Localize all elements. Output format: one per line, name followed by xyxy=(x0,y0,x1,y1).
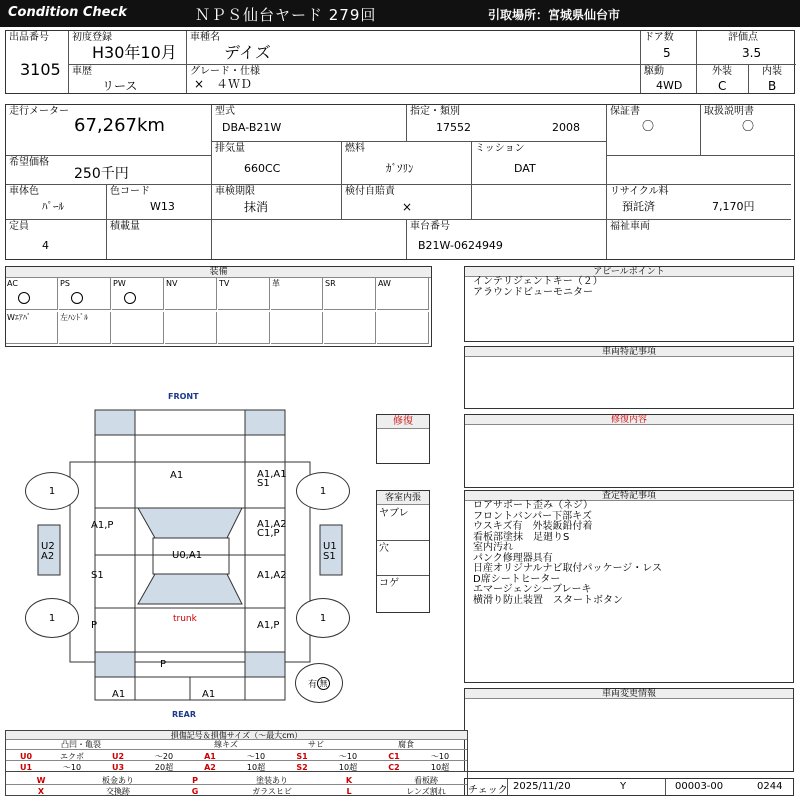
repair-contents-panel xyxy=(464,414,794,488)
model-value: DBA-B21W xyxy=(222,121,282,134)
color-label: 車体色 xyxy=(9,186,39,197)
capacity-label: 定員 xyxy=(9,221,29,232)
special-notes-title: 車両特記事項 xyxy=(465,347,793,357)
int-value: B xyxy=(768,79,777,93)
designation-label: 指定・類別 xyxy=(410,106,460,117)
drive-value: 4WD xyxy=(656,79,683,92)
inspection-value: 抹消 xyxy=(244,200,269,214)
legend-cell: A2 xyxy=(204,763,216,772)
legend-cell: U1 xyxy=(19,763,33,772)
desired-price-value: 250千円 xyxy=(74,166,129,182)
legend-cell: 10超 xyxy=(246,763,266,772)
front-right-fender-damage: A1,A1 S1 xyxy=(257,469,287,489)
appeal-line: アラウンドビューモニター xyxy=(473,286,593,298)
tire-front-right: 1 xyxy=(296,472,350,510)
equipment-label: NV xyxy=(166,279,178,288)
equipment-panel xyxy=(5,266,432,347)
header-right: 引取場所：宮城県仙台市 xyxy=(488,8,621,22)
legend-cell: W xyxy=(36,776,46,785)
inspection-note-line: D席シートヒーター xyxy=(473,573,561,585)
equipment-cell xyxy=(59,312,111,344)
legend-cell: U0 xyxy=(19,752,33,761)
inspection-notes-lines xyxy=(465,501,793,606)
legend-cell: ガラスヒビ xyxy=(252,787,292,796)
doors-label: ドア数 xyxy=(644,32,674,43)
legend-cell: ～20 xyxy=(154,752,174,761)
legend-group-1: 凸凹・亀裂 xyxy=(61,740,101,749)
first-reg-value: H30年10月 xyxy=(92,43,177,62)
welfare-label: 福祉車両 xyxy=(610,221,650,232)
equipment-label: PW xyxy=(113,279,126,288)
spare-prefix: 有 xyxy=(307,679,317,690)
special-notes-panel xyxy=(464,346,794,409)
doors-value: 5 xyxy=(663,46,671,60)
mission-label: ミッション xyxy=(475,143,525,154)
equipment-cell xyxy=(271,312,323,344)
legend-cell: U2 xyxy=(111,752,125,761)
rear-left-door-damage: S1 xyxy=(91,570,104,581)
ext-label: 外装 xyxy=(712,66,732,77)
recycle-status: 預託済 xyxy=(622,200,655,213)
legend-cell: X xyxy=(37,787,45,796)
legend-cell: L xyxy=(346,787,352,796)
roof-damage: U0,A1 xyxy=(172,550,203,561)
check-label: チェック xyxy=(468,785,508,796)
front-right-door-damage: A1,A2 C1,P xyxy=(257,519,287,539)
appeal-title: アピールポイント xyxy=(465,267,793,277)
equipment-mark-icon xyxy=(18,292,30,304)
name-label: 車種名 xyxy=(190,32,220,43)
inspection-note-line: 看板部塗抹 足廻りS xyxy=(473,531,570,543)
load-label: 積載量 xyxy=(110,221,140,232)
header-left: Condition Check xyxy=(8,5,127,20)
legend-title: 損傷記号＆損傷サイズ（～最大cm） xyxy=(6,731,467,740)
legend-cell: C1 xyxy=(388,752,400,761)
appeal-panel xyxy=(464,266,794,342)
equipment-label: Wｴｱﾊﾞ xyxy=(7,313,31,322)
model-label: 型式 xyxy=(215,106,235,117)
spare-tire xyxy=(295,663,343,703)
legend-cell: 看板跡 xyxy=(414,776,438,785)
inspection-note-line: 室内汚れ xyxy=(473,542,513,553)
legend-cell: G xyxy=(191,787,199,796)
front-left-door-damage: A1,P xyxy=(91,520,114,531)
equipment-cell xyxy=(112,312,164,344)
capacity-value: 4 xyxy=(42,239,49,252)
equipment-label: 革 xyxy=(272,279,280,288)
cabin-box xyxy=(376,490,430,613)
rear-right-door-damage: A1,A2 xyxy=(257,570,287,581)
color-code-value: W13 xyxy=(150,200,175,213)
rear-label: REAR xyxy=(172,710,196,719)
legend-cell: C2 xyxy=(388,763,400,772)
check-number: 0244 xyxy=(757,781,783,792)
equipment-cell xyxy=(377,312,429,344)
legend-cell: 10超 xyxy=(338,763,358,772)
inspection-note-line: エマージェンシーブレーキ xyxy=(473,584,592,595)
liability-value: × xyxy=(402,200,413,214)
legend-cell: ～10 xyxy=(430,752,450,761)
legend-cell: 10超 xyxy=(430,763,450,772)
repair-history-box xyxy=(376,414,430,464)
trunk-label: trunk xyxy=(173,614,197,624)
legend-cell: A1 xyxy=(204,752,216,761)
car-diagram xyxy=(20,390,360,720)
manual-value: 〇 xyxy=(742,119,755,133)
equipment-cell xyxy=(218,278,270,310)
cabin-row-3: コゲ xyxy=(379,578,399,589)
equipment-grid xyxy=(6,278,431,346)
appeal-lines xyxy=(465,277,793,298)
legend-group-3: サビ xyxy=(308,740,324,749)
grade-label: グレード・仕様 xyxy=(190,66,260,77)
legend-key-row-2 xyxy=(6,786,467,796)
legend-cell: S1 xyxy=(296,752,308,761)
ext-value: C xyxy=(718,79,727,93)
equipment-cell xyxy=(324,278,376,310)
int-label: 内装 xyxy=(762,66,782,77)
repair-contents-title: 修復内容 xyxy=(465,415,793,425)
mileage-value: 67,267km xyxy=(74,115,165,136)
equipment-label: TV xyxy=(219,279,230,288)
equipment-mark-icon xyxy=(71,292,83,304)
legend-cell: 交換跡 xyxy=(106,787,130,796)
fuel-label: 燃料 xyxy=(345,143,365,154)
class-number: 2008 xyxy=(552,121,580,134)
inspection-note-line: ウスキズ有 外装鈑鉛付着 xyxy=(473,521,593,532)
legend-group-2: 線キズ xyxy=(214,740,238,749)
right-side-damage: U1 S1 xyxy=(323,541,337,562)
left-side-damage: U2 A2 xyxy=(41,541,55,562)
displacement-label: 排気量 xyxy=(215,143,245,154)
repair-history-title: 修復 xyxy=(377,415,429,429)
inspection-note-line: パンク修理器具有 xyxy=(473,552,553,564)
color-value: ﾊﾟｰﾙ xyxy=(42,200,64,213)
equipment-cell xyxy=(6,312,58,344)
header-center: ＮＰＳ仙台ヤード 279回 xyxy=(195,6,377,24)
warranty-value: 〇 xyxy=(642,119,655,133)
recycle-fee: 7,170円 xyxy=(712,200,755,213)
grade-value: × ４ＷＤ xyxy=(194,77,253,91)
check-mark: Y xyxy=(620,781,627,792)
legend-groups xyxy=(6,740,467,750)
legend-cell: ～10 xyxy=(246,752,266,761)
legend-group-4: 腐食 xyxy=(398,740,414,749)
damage-legend xyxy=(5,730,468,796)
designation-value: 17552 xyxy=(436,121,471,134)
header-bar xyxy=(0,0,800,27)
change-info-panel xyxy=(464,688,794,772)
inspection-note-line: ロアサポート歪み（ネジ） xyxy=(473,500,593,511)
legend-cell: 板金あり xyxy=(102,776,134,785)
equipment-label: AC xyxy=(7,279,18,288)
appeal-line: インテリジェントキー（２） xyxy=(473,276,603,287)
first-reg-label: 初度登録 xyxy=(72,32,112,43)
mission-value: DAT xyxy=(514,162,536,175)
legend-cell: S2 xyxy=(296,763,308,772)
inspection-note-line: 横滑り防止装置 スタートボタン xyxy=(473,594,623,606)
cabin-row-1: ヤブレ xyxy=(379,508,409,519)
color-code-label: 色コード xyxy=(110,186,150,197)
legend-cell: 塗装あり xyxy=(256,776,288,785)
legend-cell: ～10 xyxy=(338,752,358,761)
equipment-cell xyxy=(59,278,111,310)
back-door-damage: P xyxy=(160,659,167,670)
tire-rear-right: 1 xyxy=(296,598,350,638)
legend-cell: K xyxy=(345,776,353,785)
recycle-label: リサイクル料 xyxy=(610,186,669,197)
legend-cell: ～10 xyxy=(62,763,82,772)
inspection-note-line: フロントバンパー下部キズ xyxy=(473,510,592,522)
score-value: 3.5 xyxy=(742,46,762,60)
front-label: FRONT xyxy=(168,392,199,401)
legend-row-1 xyxy=(6,751,467,761)
rear-right-quarter-damage: A1,P xyxy=(257,620,280,631)
score-label: 評価点 xyxy=(728,32,758,43)
lot-label: 出品番号 xyxy=(9,32,49,43)
cabin-title: 客室内張 xyxy=(377,491,429,505)
desired-price-label: 希望価格 xyxy=(9,157,49,168)
liability-label: 検付自賠責 xyxy=(345,186,395,197)
vehicle-info-block xyxy=(5,30,795,94)
equipment-cell xyxy=(324,312,376,344)
tire-rear-left: 1 xyxy=(25,598,79,638)
legend-cell: U3 xyxy=(111,763,125,772)
legend-cell: P xyxy=(192,776,198,785)
equipment-label: PS xyxy=(60,279,70,288)
equipment-mark-icon xyxy=(124,292,136,304)
legend-key-row-1 xyxy=(6,775,467,785)
displacement-value: 660CC xyxy=(244,162,281,175)
legend-cell: エクボ xyxy=(60,752,84,761)
equipment-cell xyxy=(112,278,164,310)
history-label: 車歴 xyxy=(72,66,92,77)
history-value: リース xyxy=(102,79,138,93)
cabin-row-2: 穴 xyxy=(379,543,389,554)
equipment-label: AW xyxy=(378,279,391,288)
drive-label: 駆動 xyxy=(644,66,664,77)
check-bar xyxy=(464,778,794,796)
fuel-value: ｶﾞｿﾘﾝ xyxy=(386,162,414,175)
equipment-cell xyxy=(165,278,217,310)
inspection-notes-title: 査定特記事項 xyxy=(465,491,793,501)
warranty-label: 保証書 xyxy=(610,106,640,117)
tire-front-left: 1 xyxy=(25,472,79,510)
inspection-note-line: 日産オリジナルナビ取付パッケージ・レス xyxy=(473,563,662,574)
rear-bumper-left-damage: A1 xyxy=(112,689,126,700)
check-date: 2025/11/20 xyxy=(513,781,571,792)
manual-label: 取扱説明書 xyxy=(704,106,754,117)
legend-row-2 xyxy=(6,762,467,772)
change-info-title: 車両変更情報 xyxy=(465,689,793,699)
spare-value: 無 xyxy=(317,677,330,690)
chassis-value: B21W-0624949 xyxy=(418,239,503,252)
legend-cell: レンズ割れ xyxy=(406,787,446,796)
chassis-label: 車台番号 xyxy=(410,221,450,232)
car-name: デイズ xyxy=(224,43,271,62)
equipment-cell xyxy=(6,278,58,310)
mileage-label: 走行メーター xyxy=(9,106,69,117)
equipment-cell xyxy=(377,278,429,310)
equipment-title: 装備 xyxy=(6,267,431,278)
rear-bumper-right-damage: A1 xyxy=(202,689,216,700)
equipment-cell xyxy=(271,278,323,310)
equipment-label: SR xyxy=(325,279,336,288)
specs-grid xyxy=(5,104,795,260)
hood-damage: A1 xyxy=(170,470,184,481)
rear-left-quarter-damage: P xyxy=(91,620,98,631)
equipment-label: 左ﾊﾝﾄﾞﾙ xyxy=(60,313,88,322)
legend-cell: 20超 xyxy=(154,763,174,772)
inspection-notes-panel xyxy=(464,490,794,683)
equipment-cell xyxy=(218,312,270,344)
equipment-cell xyxy=(165,312,217,344)
lot-number: 3105 xyxy=(20,60,61,79)
check-code: 00003-00 xyxy=(675,781,724,792)
inspection-label: 車検期限 xyxy=(215,186,255,197)
